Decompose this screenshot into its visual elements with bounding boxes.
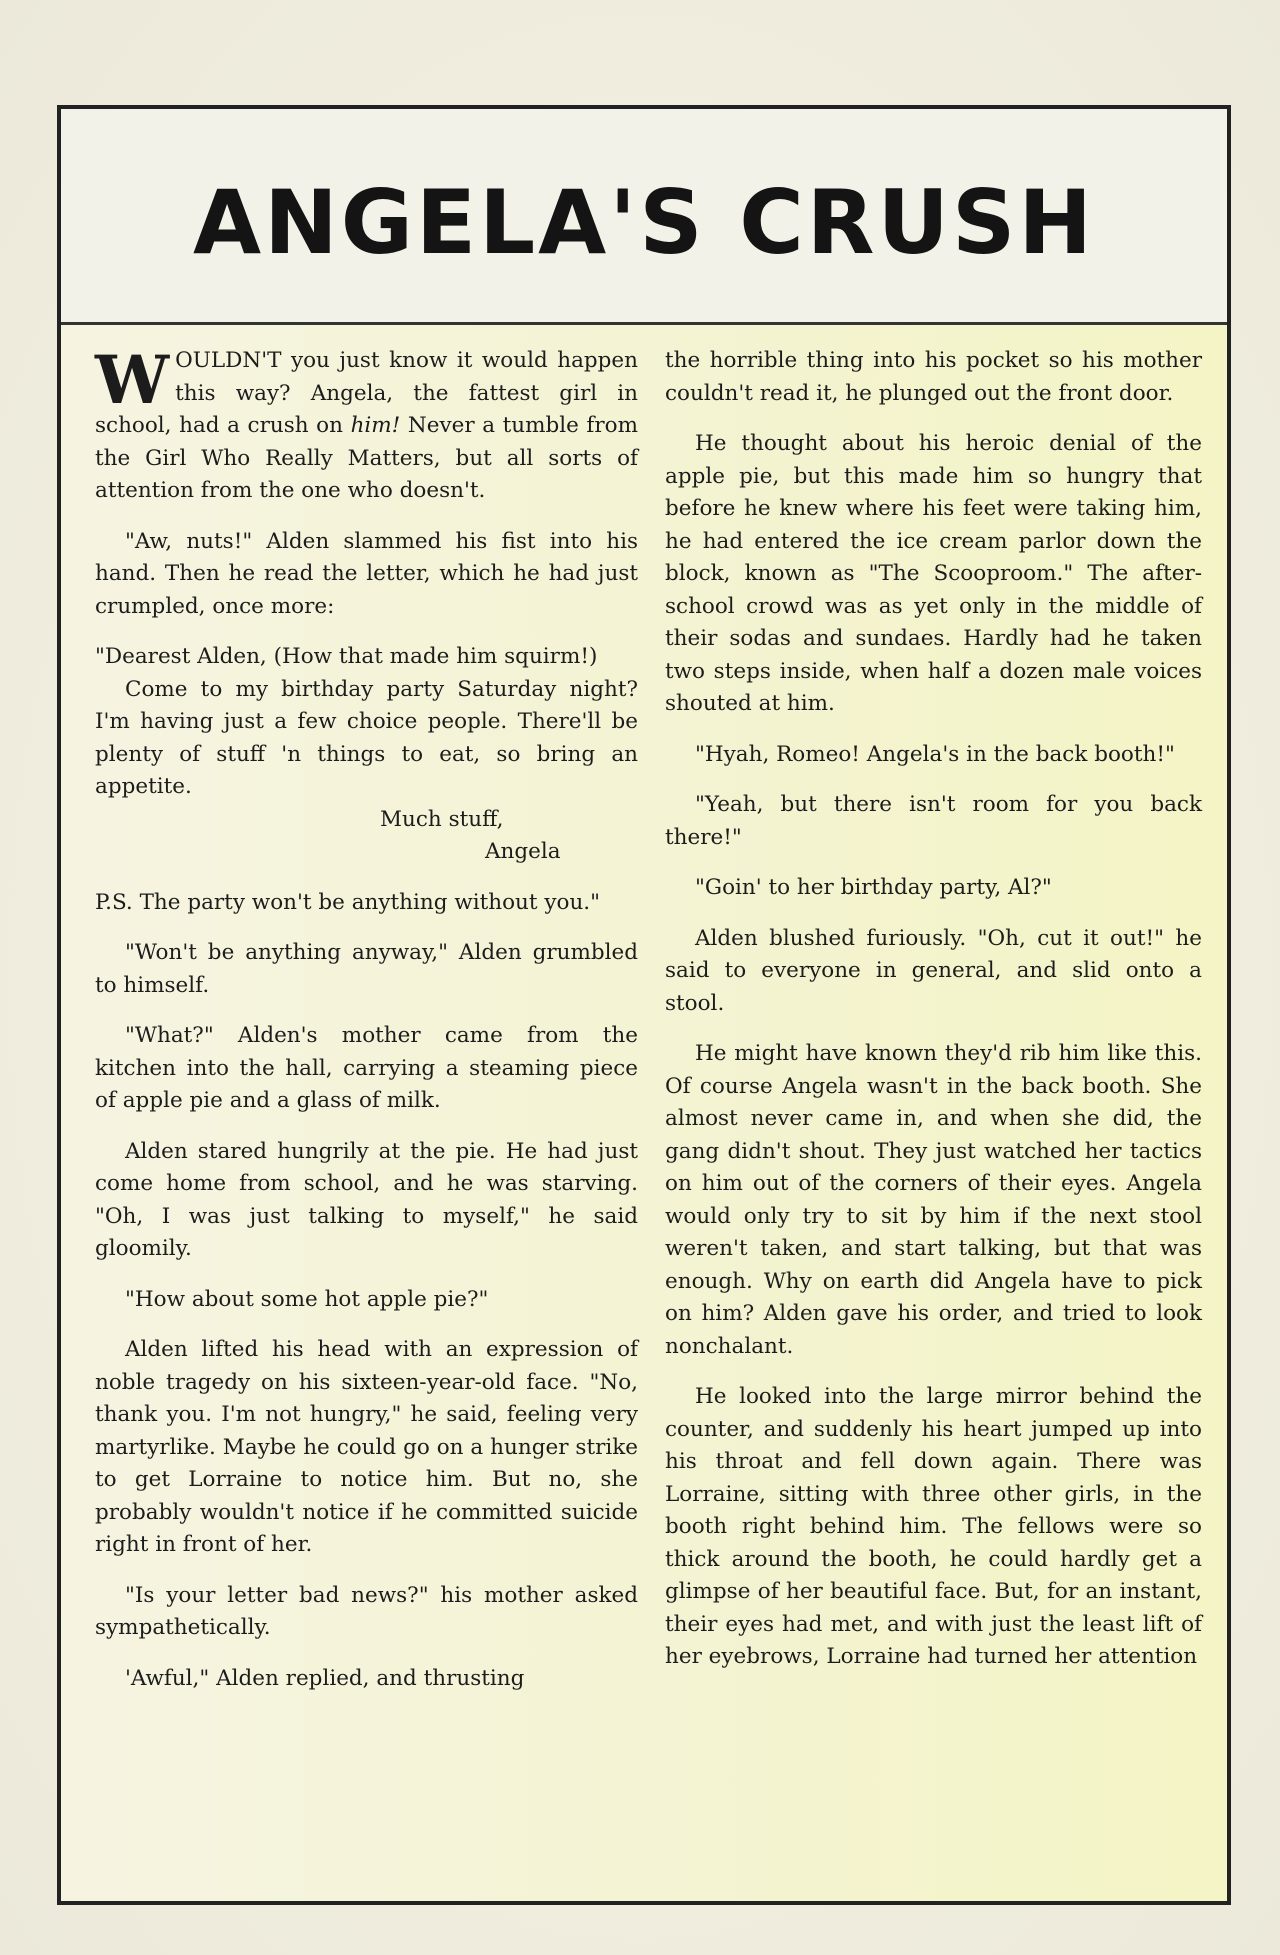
paragraph: He looked into the large mirror behind the counter, and suddenly his heart jumped up into his throat and fell down again. There was Lorraine, sitting with three other girls, in the booth right behind him. The fellows were so thick around the booth, he could hardly get a glimpse of her beautiful face. But, for an instant, their eyes had met, and with just the least lift of her eyebrows, Lorraine had turned her attention <box>665 1384 1202 1669</box>
paragraph: "Hyah, Romeo! Angela's in the back booth!" <box>695 741 1175 767</box>
story-body <box>61 325 1227 1901</box>
title-panel <box>61 109 1227 325</box>
paragraph: 'Awful," Alden replied, and thrusting <box>125 1665 525 1691</box>
letter-salutation: "Dearest Alden, (How that made him squirm!) <box>95 644 598 669</box>
right-column <box>665 345 1202 1692</box>
paragraph: Alden lifted his head with an expression of noble tragedy on his sixteen-year-old face. "No, thank you. I'm not hungry," he said, feeling very martyrlike. Maybe he could go on a hunger strike to get Lorraine to notice him. But no, she probably wouldn't notice if he committed suicide right in front of her. <box>95 1337 638 1557</box>
paragraph: the horrible thing into his pocket so his mother couldn't read it, he plunged out the front door. <box>665 348 1202 406</box>
paragraph: "Yeah, but there isn't room for you back there!" <box>665 792 1202 850</box>
drop-cap: W <box>95 341 170 419</box>
paragraph: He thought about his heroic denial of the apple pie, but this made him so hungry that before he knew where his feet were taking him, he had entered the ice cream parlor down the block, known as "The Scooproom." The after-school crowd was as yet only in the middle of their sodas and sundaes. Hardly had he taken two steps inside, when half a dozen male voices shouted at him. <box>665 431 1202 716</box>
letter-body: Come to my birthday party Saturday night? I'm having just a few choice people. There'll be plenty of stuff 'n things to eat, so bring an appetite. <box>95 676 638 799</box>
letter-closing: Much stuff, <box>380 806 504 832</box>
letter-postscript: P.S. The party won't be anything without you." <box>95 889 601 915</box>
letter-signature: Angela <box>485 839 561 864</box>
paragraph: "Goin' to her birthday party, Al?" <box>695 875 1052 900</box>
opening-paragraph: WOULDN'T you just know it would happen this way? Angela, the fattest girl in school, had a crush on him! Never a tumble from the Girl Who Really Matters, but all sorts of attention from the one who doesn't. <box>95 341 638 503</box>
paragraph: Alden stared hungrily at the pie. He had just come home from school, and he was starving. "Oh, I was just talking to myself," he said gloomily. <box>95 1138 638 1261</box>
paragraph: He might have known they'd rib him like this. Of course Angela wasn't in the back booth. She almost never came in, and when she did, the gang didn't shout. They just watched her tactics on him out of the corners of their eyes. Angela would only try to sit by him if the next stool weren't taken, and start talking, but that was enough. Why on earth did Angela have to pick on him? Alden gave his order, and tried to look nonchalant. <box>665 1041 1202 1359</box>
story-frame <box>57 105 1231 1905</box>
paragraph: "Is your letter bad news?" his mother asked sympathetically. <box>95 1582 638 1640</box>
story-title: ANGELA'S CRUSH <box>192 171 1096 274</box>
paragraph: "What?" Alden's mother came from the kitchen into the hall, carrying a steaming piece of apple pie and a glass of milk. <box>95 1023 638 1113</box>
paragraph: "Aw, nuts!" Alden slammed his fist into his hand. Then he read the letter, which he had just crumpled, once more: <box>95 528 638 619</box>
left-column <box>95 341 638 1713</box>
paragraph: "How about some hot apple pie?" <box>125 1286 489 1312</box>
paragraph: "Won't be anything anyway," Alden grumbled to himself. <box>95 940 638 998</box>
paragraph: Alden blushed furiously. "Oh, cut it out!" he said to everyone in general, and slid onto a stool. <box>665 925 1202 1016</box>
